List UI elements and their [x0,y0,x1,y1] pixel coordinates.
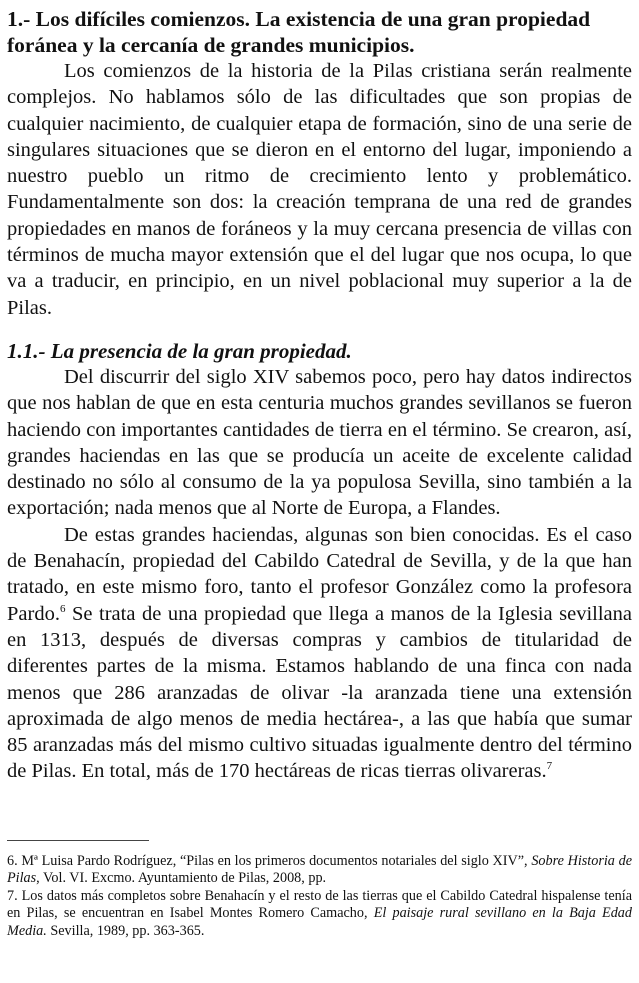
section-paragraph: Los comienzos de la historia de la Pilas cristiana serán realmente complejos. No hablamos sólo de las dificultades que son propias de cualquier nacimiento, de cualquier etapa de formación, sino de una serie de singulares situaciones que se dieron en el entorno del lugar, imponiendo a nuestro pueblo un ritmo de crecimiento lento y problemático. Fundamentalmente son dos: la creación temprana de una red de grandes propiedades en manos de foráneos y la muy cercana presencia de villas con términos de mucha mayor extensión que el del lugar que nos ocupa, lo que va a traducir, en principio, en un nivel poblacional muy superior a la de Pilas. [7,60,632,319]
footnote-divider [7,840,149,841]
footnote-7-title: El paisaje rural sevillano en la Baja Edad Media. [7,905,632,939]
footnote-ref-7[interactable]: 7 [546,760,553,773]
section-heading: 1.- Los difíciles comienzos. La existencia de una gran propiedad foránea y la cercanía de grandes municipios. [7,7,591,57]
footnote-7-text-b: Sevilla, 1989, pp. 363-365. [46,922,205,939]
footnote-6 [7,853,632,888]
footnote-6-text-b: , Vol. VI. Excmo. Ayuntamiento de Pilas, 2008, pp. [36,870,327,887]
spacer [7,321,632,338]
footnote-6-title: Sobre Historia de Pilas [7,853,632,887]
subsection-heading: 1.1.- La presencia de la gran propiedad. [7,338,352,363]
footnote-6-text-a: 6. Mª Luisa Pardo Rodríguez, “Pilas en los primeros documentos notariales del siglo XIV”, [7,853,532,869]
footnote-7-text-a: 7. Los datos más completos sobre Benahacín y el resto de las tierras que el Cabildo Catedral hispalense tenía en Pilas, se encuentran en Isabel Montes Romero Camacho, [7,887,632,922]
paragraph-2-text-b: Se trata de una propiedad que llega a manos de la Iglesia sevillana en 1313, después de diversas compras y cambios de titularidad de diferentes partes de la misma. Estamos hablando de una finca con nada menos que 286 aranzadas de olivar -la aranzada tiene una extensión aproximada de algo menos de media hectárea-, a las que había que sumar 85 aranzadas más del mismo cultivo situadas igualmente dentro del término de Pilas. En total, más de 170 hectáreas de ricas tierras olivareras. [7,602,632,783]
paragraph-2-text-a: De estas grandes haciendas, algunas son bien conocidas. Es el caso de Benahacín, propiedad del Cabildo Catedral de Sevilla, y de la que han tratado, en este mismo foro, tanto el profesor González como la profesora Pardo. [7,523,632,625]
subsection-paragraph-2 [7,522,632,785]
footnote-ref-6[interactable]: 6 [59,602,66,615]
footnote-7 [7,888,632,940]
footnotes [7,853,632,940]
subsection-paragraph-1: Del discurrir del siglo XIV sabemos poco, pero hay datos indirectos que nos hablan de que en esta centuria muchos grandes sevillanos se fueron haciendo con importantes cantidades de tierra en el término. Se crearon, así, grandes haciendas en las que se producía un aceite de excelente calidad destinado no sólo al consumo de la ya populosa Sevilla, sino también a la exportación; nada menos que al Norte de Europa, a Flandes. [7,365,632,520]
